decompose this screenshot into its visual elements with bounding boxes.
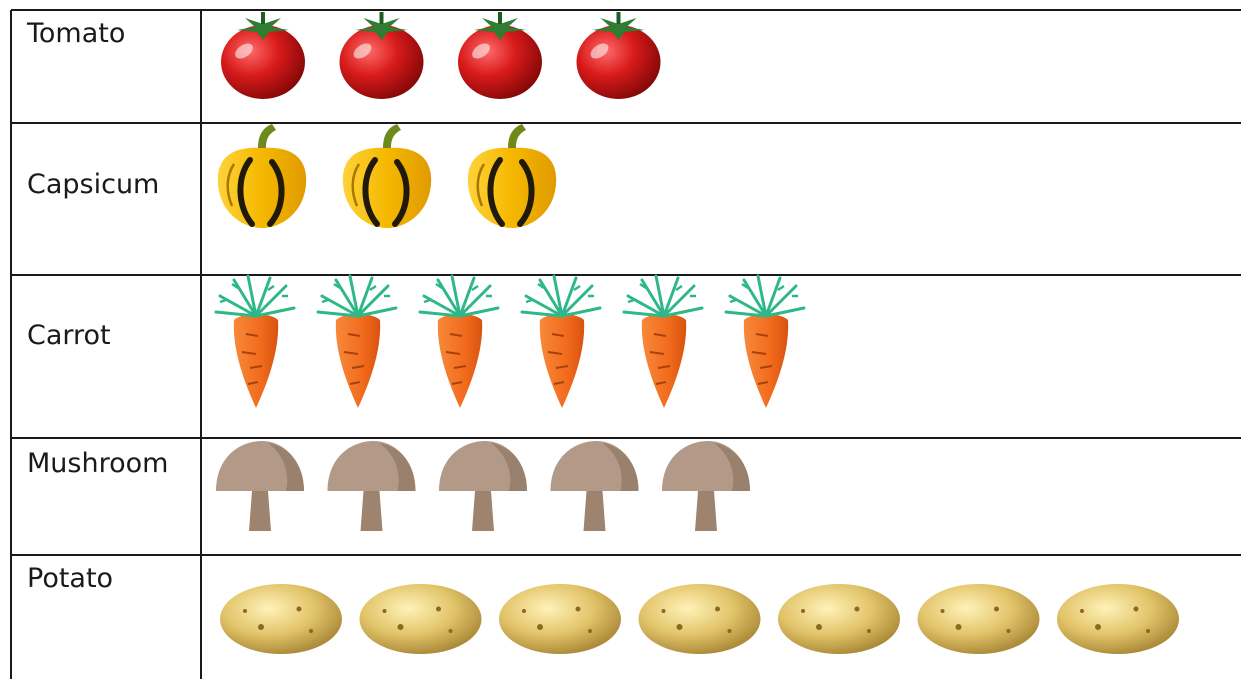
carrot-icon (624, 276, 702, 408)
tomato-icon (340, 12, 424, 99)
tomato-icon (458, 12, 542, 99)
potato-icon (220, 584, 342, 654)
carrot-icon (726, 276, 804, 408)
potato-icon (360, 584, 482, 654)
row-label-potato: Potato (27, 563, 114, 594)
potato-icon (639, 584, 761, 654)
carrot-icon (522, 276, 600, 408)
row-label-mushroom: Mushroom (27, 448, 169, 479)
mushroom-icon (439, 441, 527, 531)
mushroom-icon (662, 441, 750, 531)
row-label-capsicum: Capsicum (27, 169, 160, 200)
potato-icon (1057, 584, 1179, 654)
potato-icon (778, 584, 900, 654)
mushroom-icon (216, 441, 304, 531)
row-label-carrot: Carrot (27, 320, 111, 351)
mushroom-icon (328, 441, 416, 531)
pictogram-marks (216, 12, 1179, 654)
carrot-icon (420, 276, 498, 408)
carrot-icon (216, 276, 294, 408)
potato-icon (499, 584, 621, 654)
tomato-icon (221, 12, 305, 99)
mushroom-icon (551, 441, 639, 531)
capsicum-icon (343, 124, 431, 228)
carrot-icon (318, 276, 396, 408)
row-label-tomato: Tomato (27, 18, 126, 49)
capsicum-icon (218, 124, 306, 228)
table-grid (11, 10, 1241, 679)
potato-icon (918, 584, 1040, 654)
capsicum-icon (468, 124, 556, 228)
tomato-icon (577, 12, 661, 99)
